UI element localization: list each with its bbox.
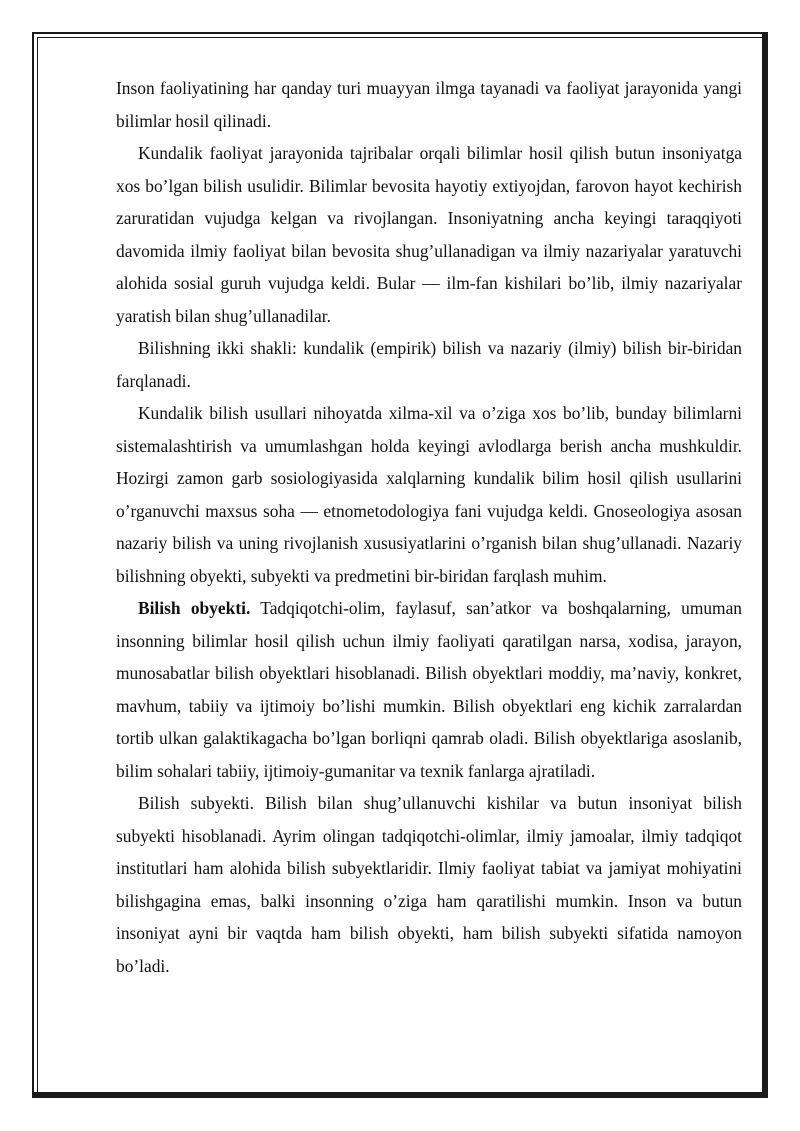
paragraph-1 xyxy=(116,72,742,137)
paragraph-5 xyxy=(116,592,742,787)
paragraph-4-text: Kundalik bilish usullari nihoyatda xilma-xil va o’ziga xos bo’lib, bunday bilimlarni sistemalashtirish va umumlashgan holda keyingi avlodlarga berish ancha mushkuldir. Hozirgi zamon garb sosiologiyasida xalqlarning kundalik bilim hosil qilish usullarini o’rganuvchi maxsus soha — etnometodologiya fani vujudga keldi. Gnoseologiya asosan nazariy bilish va uning rivojlanish xususiyatlarini o’rganish bilan shug’ullanadi. Nazariy bilishning obyekti, subyekti va predmetini bir-biridan farqlash muhim. xyxy=(116,403,742,586)
paragraph-6 xyxy=(116,787,742,982)
paragraph-5-text: Tadqiqotchi-olim, faylasuf, san’atkor va boshqalarning, umuman insonning bilimlar hosil qilish uchun ilmiy faoliyati qaratilgan narsa, xodisa, jarayon, munosabatlar bilish obyektlari hisoblanadi. Bilish obyektlari moddiy, ma’naviy, konkret, mavhum, tabiiy va ijtimoiy bo’lishi mumkin. Bilish obyektlari eng kichik zarralardan tortib ulkan galaktikagacha bo’lgan borliqni qamrab oladi. Bilish obyektlariga asoslanib, bilim sohalari tabiiy, ijtimoiy-gumanitar va texnik fanlarga ajratiladi. xyxy=(116,598,743,781)
document-body xyxy=(116,72,742,982)
paragraph-4 xyxy=(116,397,742,592)
paragraph-6-text: Bilish subyekti. Bilish bilan shug’ullanuvchi kishilar va butun insoniyat bilish subyekti hisoblanadi. Ayrim olingan tadqiqotchi-olimlar, ilmiy jamoalar, ilmiy tadqiqot institutlari ham alohida bilish subyektlaridir. Ilmiy faoliyat tabiat va jamiyat mohiyatini bilishgagina emas, balki insonning o’ziga ham qaratilishi mumkin. Inson va butun insoniyat ayni bir vaqtda ham bilish obyekti, ham bilish subyekti sifatida namoyon bo’ladi. xyxy=(116,793,742,976)
paragraph-5-lead-heading: Bilish obyekti. xyxy=(138,598,251,618)
paragraph-3-text: Bilishning ikki shakli: kundalik (empirik) bilish va nazariy (ilmiy) bilish bir-biridan farqlanadi. xyxy=(116,338,742,391)
paragraph-1-text: Inson faoliyatining har qanday turi muayyan ilmga tayanadi va faoliyat jarayonida yangi bilimlar hosil qilinadi. xyxy=(116,78,742,131)
paragraph-2 xyxy=(116,137,742,332)
paragraph-3 xyxy=(116,332,742,397)
paragraph-2-text: Kundalik faoliyat jarayonida tajribalar orqali bilimlar hosil qilish butun insoniyatga xos bo’lgan bilish usulidir. Bilimlar bevosita hayotiy extiyojdan, farovon hayot kechirish zaruratidan vujudga kelgan va rivojlangan. Insoniyatning ancha keyingi taraqqiyoti davomida ilmiy faoliyat bilan bevosita shug’ullanadigan va ilmiy nazariyalar yaratuvchi alohida sosial guruh vujudga keldi. Bular — ilm-fan kishilari bo’lib, ilmiy nazariyalar yaratish bilan shug’ullanadilar. xyxy=(116,143,742,326)
